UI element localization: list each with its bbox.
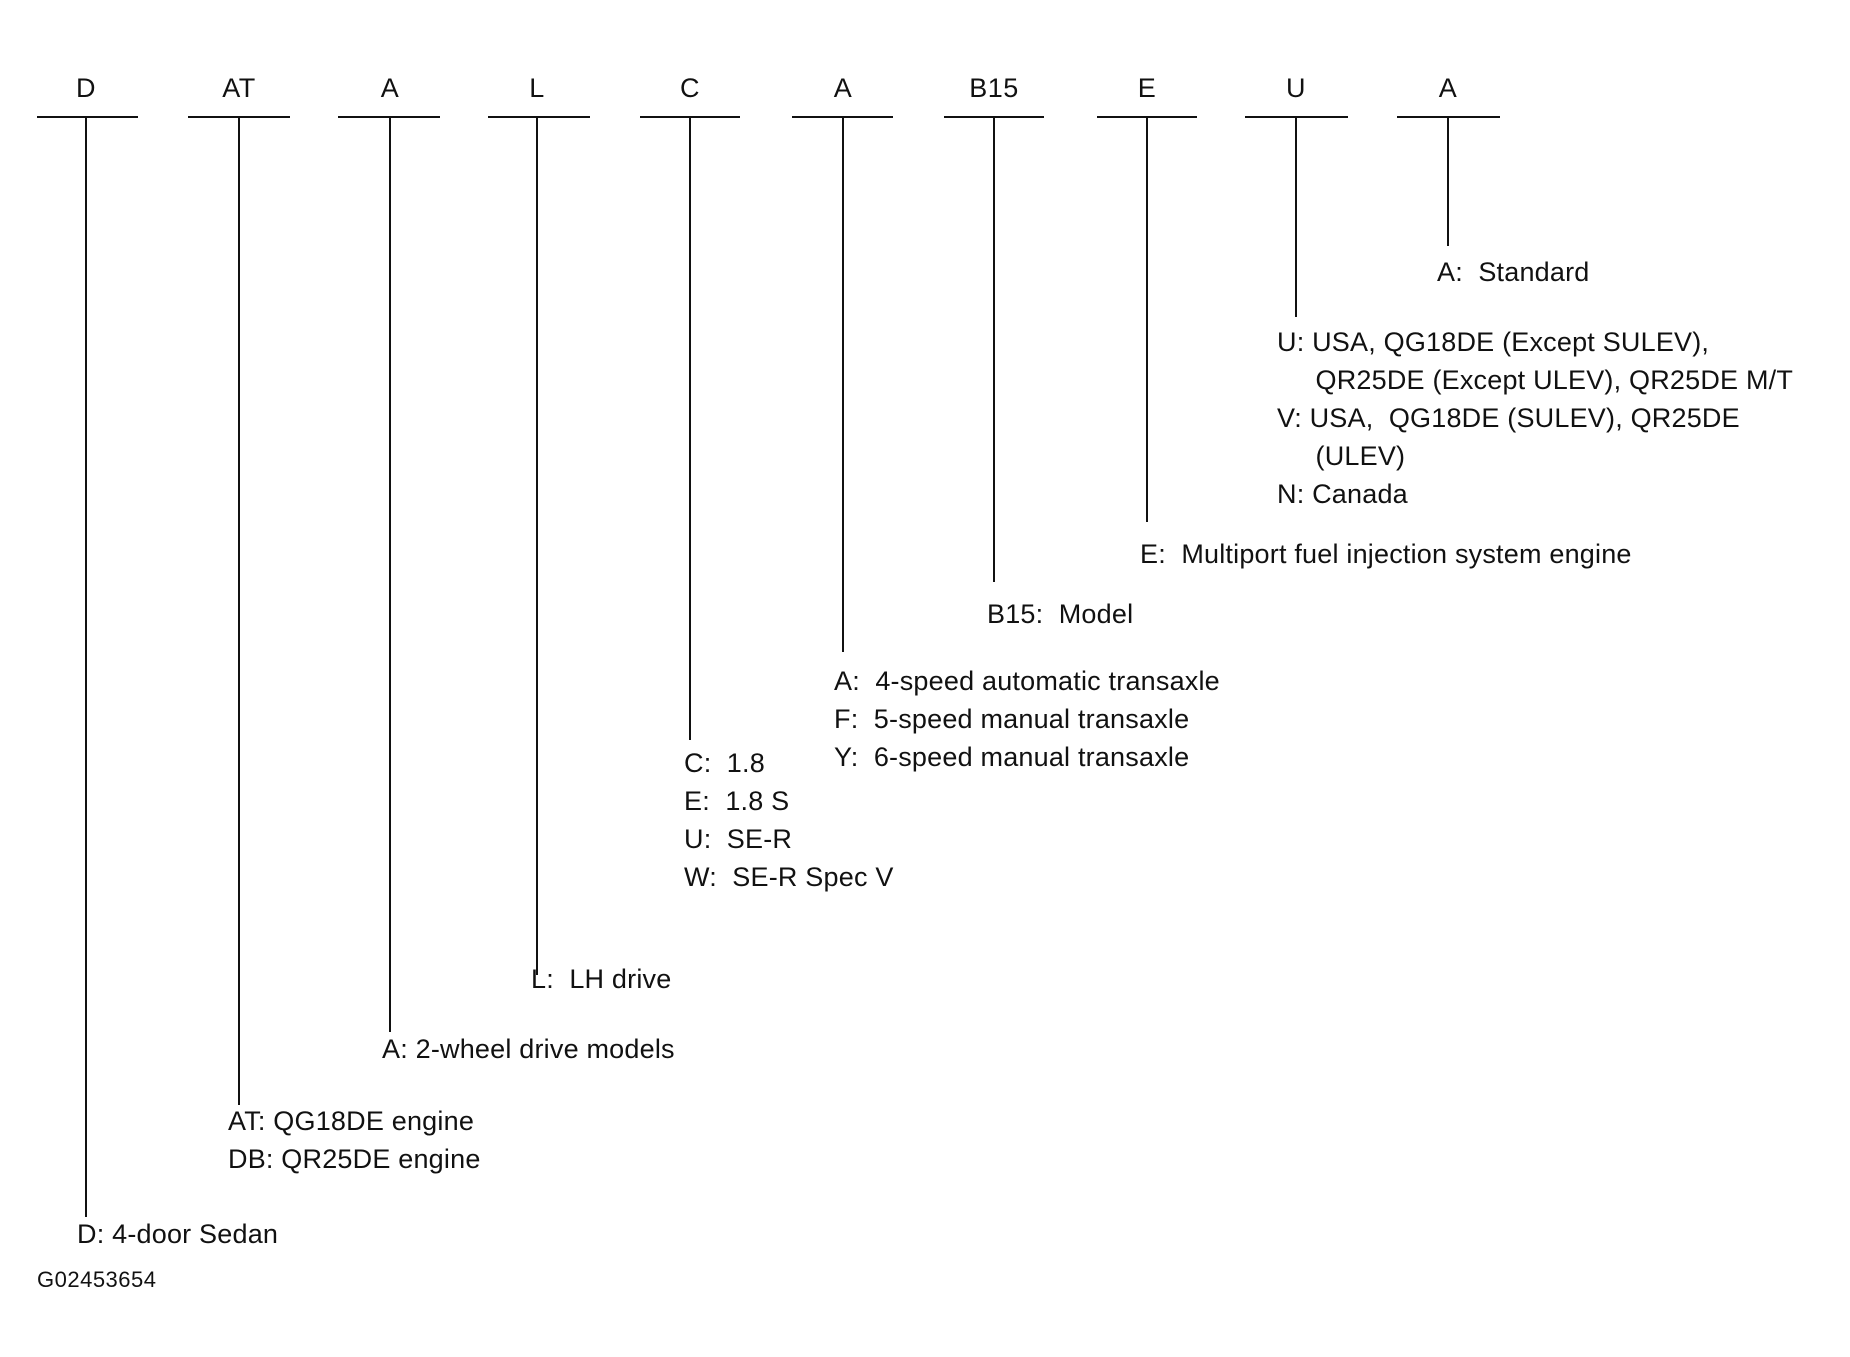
code-description xyxy=(987,595,1133,633)
description-line: DB: QR25DE engine xyxy=(228,1144,481,1174)
description-line: N: Canada xyxy=(1277,479,1408,509)
description-line: U: SE-R xyxy=(684,824,793,854)
description-line: E: Multiport fuel injection system engine xyxy=(1140,539,1632,569)
code-letter: A xyxy=(380,73,400,103)
code-description xyxy=(228,1102,481,1178)
description-line: A: 4-speed automatic transaxle xyxy=(834,666,1220,696)
description-line: F: 5-speed manual transaxle xyxy=(834,704,1190,734)
code-description xyxy=(382,1030,675,1068)
code-letter: A xyxy=(1438,73,1458,103)
description-line: Y: 6-speed manual transaxle xyxy=(834,742,1190,772)
code-letter: AT xyxy=(222,73,256,103)
code-letter: U xyxy=(1286,73,1306,103)
description-line: L: LH drive xyxy=(531,964,672,994)
description-line: QR25DE (Except ULEV), QR25DE M/T xyxy=(1277,365,1794,395)
description-line: E: 1.8 S xyxy=(684,786,790,816)
description-line: A: 2-wheel drive models xyxy=(382,1034,675,1064)
description-line: U: USA, QG18DE (Except SULEV), xyxy=(1277,327,1710,357)
code-letter: L xyxy=(529,73,545,103)
code-letter: D xyxy=(76,73,96,103)
code-description xyxy=(77,1215,278,1253)
description-line: B15: Model xyxy=(987,599,1134,629)
description-line: D: 4-door Sedan xyxy=(77,1219,279,1249)
code-letter: C xyxy=(680,73,700,103)
description-line: V: USA, QG18DE (SULEV), QR25DE xyxy=(1277,403,1740,433)
code-letter: B15 xyxy=(969,73,1019,103)
description-line: C: 1.8 xyxy=(684,748,765,778)
code-description xyxy=(834,662,1220,776)
description-line: (ULEV) xyxy=(1277,441,1406,471)
code-description xyxy=(1437,253,1590,291)
description-line: A: Standard xyxy=(1437,257,1590,287)
description-line: AT: QG18DE engine xyxy=(228,1106,475,1136)
code-description xyxy=(1277,323,1793,513)
figure-id: G02453654 xyxy=(37,1267,157,1292)
code-description xyxy=(531,960,671,998)
code-letter: A xyxy=(833,73,853,103)
description-line: W: SE-R Spec V xyxy=(684,862,894,892)
code-letter: E xyxy=(1137,73,1157,103)
code-description xyxy=(1140,535,1632,573)
